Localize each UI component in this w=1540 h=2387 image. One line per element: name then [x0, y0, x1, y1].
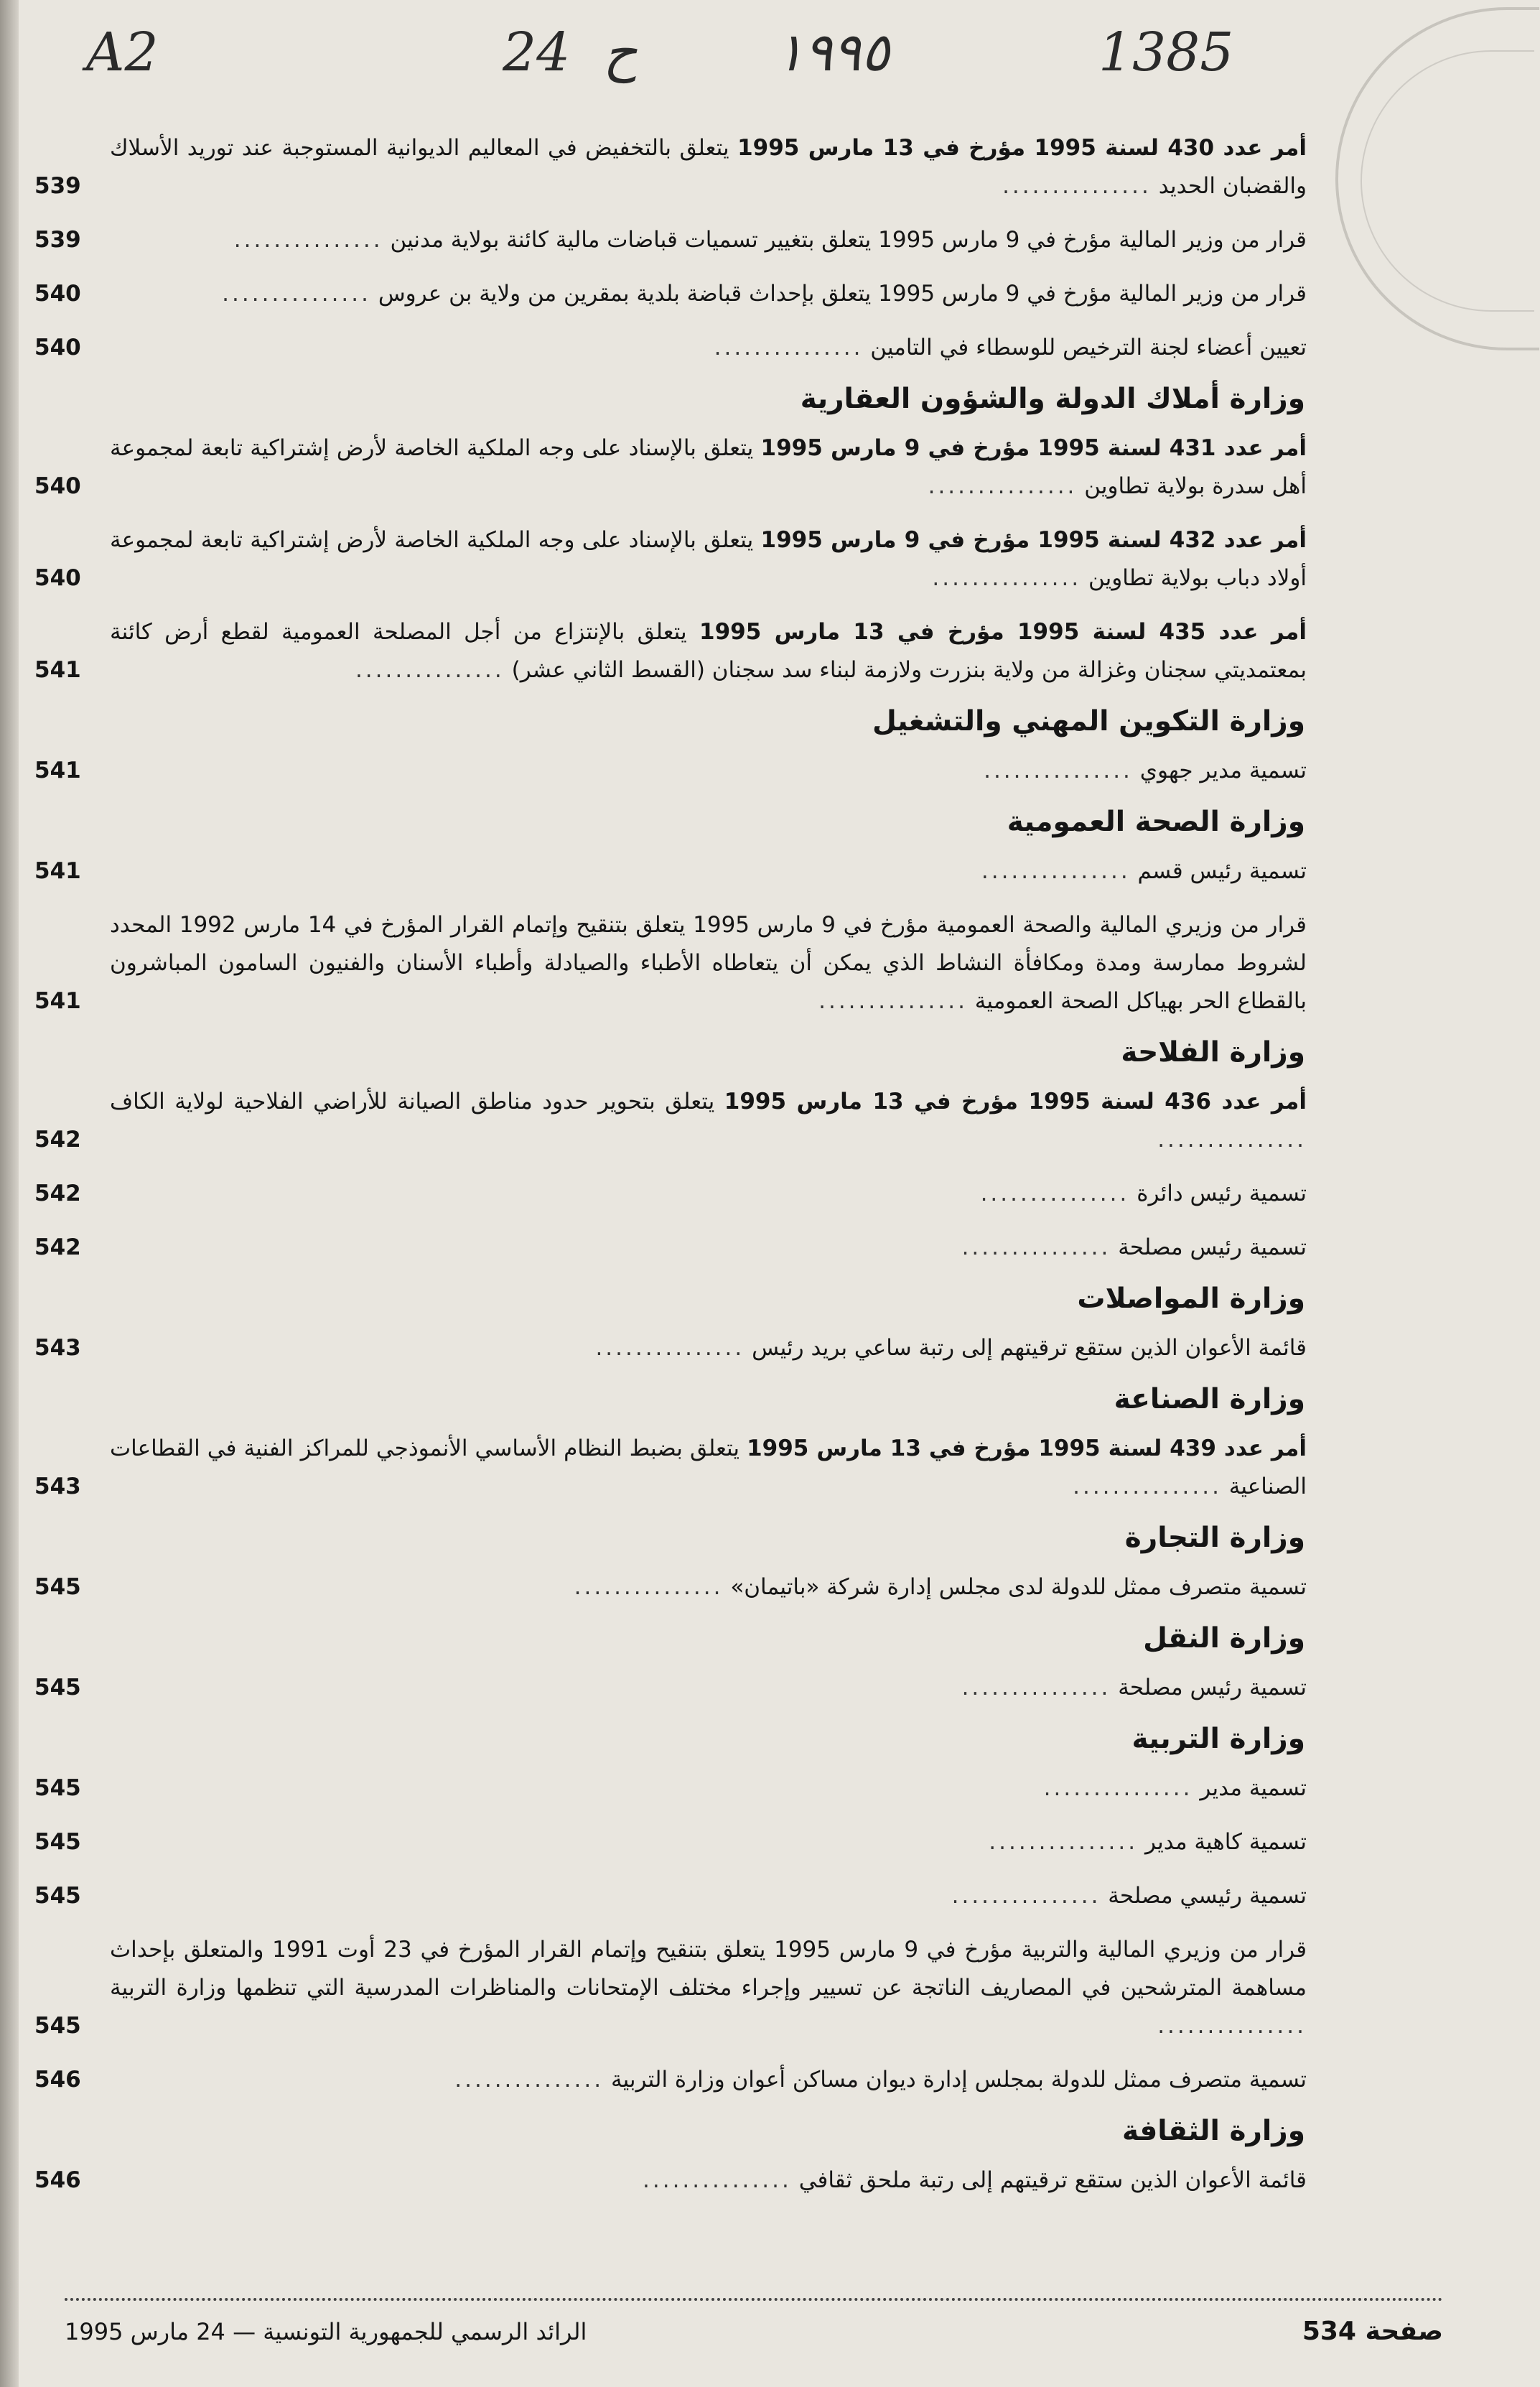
- table-of-contents: [29, 129, 1307, 2215]
- leader-dots: ...............: [1073, 1474, 1222, 1499]
- toc-entry-text: [110, 2061, 1307, 2099]
- toc-page-number: 543: [34, 1474, 81, 1499]
- toc-entry[interactable]: [29, 429, 1307, 506]
- toc-page-number: 541: [34, 758, 81, 783]
- handwritten-note-year: ١٩٩٥: [775, 22, 890, 83]
- toc-entry[interactable]: [29, 1931, 1307, 2045]
- section-title: وزارة الثقافة: [1122, 2115, 1305, 2147]
- toc-entry-text: [110, 852, 1307, 890]
- leader-dots: ...............: [951, 1883, 1101, 1909]
- toc-page-number: 545: [34, 1574, 81, 1600]
- toc-entry-description: تعيين أعضاء لجنة الترخيص للوسطاء في التامين: [870, 335, 1307, 360]
- toc-page-number: 540: [34, 281, 81, 307]
- toc-entry-description: تسمية رئيس مصلحة: [1118, 1234, 1307, 1260]
- toc-entry-description: قرار من وزير المالية مؤرخ في 9 مارس 1995 يتعلق بتغيير تسميات قباضات مالية كائنة بولاية مدنين: [390, 227, 1307, 253]
- toc-entry[interactable]: [29, 1823, 1307, 1861]
- toc-entry-description: يتعلق بالتخفيض في المعاليم الديوانية المستوجبة عند توريد الأسلاك والقضبان الحديد: [110, 135, 1307, 199]
- toc-entry-text: [110, 2162, 1307, 2200]
- leader-dots: ...............: [1157, 1127, 1307, 1153]
- toc-entry-text: [110, 329, 1307, 367]
- toc-entry-text: [110, 1669, 1307, 1707]
- toc-entry[interactable]: [29, 1669, 1307, 1707]
- toc-page-number: 539: [34, 173, 81, 199]
- decree-reference: أمر عدد 432 لسنة 1995 مؤرخ في 9 مارس 1995: [760, 527, 1307, 553]
- toc-entry-description: قائمة الأعوان الذين ستقع ترقيتهم إلى رتبة ملحق ثقافي: [798, 2167, 1307, 2193]
- toc-page-number: 540: [34, 565, 81, 591]
- section-title: وزارة الفلاحة: [1121, 1036, 1305, 1069]
- section-title: وزارة النقل: [1143, 1622, 1305, 1655]
- toc-entry-text: [110, 1430, 1307, 1506]
- handwritten-note-left: A2: [86, 22, 159, 83]
- toc-entry-description: تسمية متصرف ممثل للدولة لدى مجلس إدارة شركة «باتيمان»: [730, 1574, 1307, 1600]
- toc-entry[interactable]: [29, 129, 1307, 205]
- toc-entry[interactable]: [29, 613, 1307, 689]
- leader-dots: ...............: [1157, 2013, 1307, 2039]
- toc-entry[interactable]: [29, 1430, 1307, 1506]
- toc-entry-text: [110, 1083, 1307, 1159]
- toc-page-number: 542: [34, 1181, 81, 1206]
- leader-dots: ...............: [233, 227, 383, 253]
- toc-entry-description: يتعلق بالإسناد على وجه الملكية الخاصة لأرض إشتراكية تابعة لمجموعة أولاد دباب بولاية تطاوين: [110, 527, 1307, 591]
- handwritten-note-letter: ح: [603, 22, 638, 83]
- toc-page-number: 546: [34, 2067, 81, 2093]
- toc-entry[interactable]: [29, 1568, 1307, 1606]
- toc-entry-text: [110, 1931, 1307, 2045]
- leader-dots: ...............: [980, 1181, 1130, 1206]
- leader-dots: ...............: [355, 657, 505, 683]
- footer-caption: الرائد الرسمي للجمهورية التونسية — 24 مارس 1995: [65, 2317, 587, 2345]
- toc-entry-text: [110, 1229, 1307, 1267]
- section-title: وزارة التجارة: [1124, 1522, 1305, 1554]
- toc-entry-description: تسمية رئيس قسم: [1137, 858, 1307, 884]
- toc-page-number: 545: [34, 1829, 81, 1855]
- toc-entry-description: يتعلق بضبط النظام الأساسي الأنموذجي للمراكز الفنية في القطاعات الصناعية: [110, 1436, 1307, 1499]
- section-title: وزارة التكوين المهني والتشغيل: [872, 705, 1305, 737]
- leader-dots: ...............: [1043, 1775, 1193, 1801]
- toc-page-number: 541: [34, 858, 81, 884]
- toc-entry-description: قرار من وزير المالية مؤرخ في 9 مارس 1995 يتعلق بإحداث قباضة بلدية بمقرين من ولاية بن عروس: [378, 281, 1307, 307]
- toc-entry[interactable]: [29, 221, 1307, 259]
- toc-entry-description: تسمية رئيس دائرة: [1137, 1181, 1307, 1206]
- toc-entry-text: [110, 1329, 1307, 1367]
- toc-entry[interactable]: [29, 1229, 1307, 1267]
- toc-entry-text: [110, 1769, 1307, 1807]
- leader-dots: ...............: [984, 758, 1133, 783]
- toc-entry-description: يتعلق بتحوير حدود مناطق الصيانة للأراضي الفلاحية لولاية الكاف: [110, 1089, 715, 1115]
- leader-dots: ...............: [961, 1675, 1111, 1700]
- leader-dots: ...............: [818, 988, 968, 1014]
- toc-page-number: 546: [34, 2167, 81, 2193]
- toc-page-number: 542: [34, 1127, 81, 1153]
- toc-entry-text: [110, 1175, 1307, 1213]
- toc-entry[interactable]: [29, 752, 1307, 790]
- toc-entry[interactable]: [29, 1769, 1307, 1807]
- decree-reference: أمر عدد 439 لسنة 1995 مؤرخ في 13 مارس 1995: [747, 1436, 1307, 1461]
- decree-reference: أمر عدد 436 لسنة 1995 مؤرخ في 13 مارس 1995: [724, 1089, 1307, 1115]
- toc-entry-text: [110, 221, 1307, 259]
- toc-page-number: 540: [34, 335, 81, 360]
- toc-entry-text: [110, 1823, 1307, 1861]
- leader-dots: ...............: [1002, 173, 1152, 199]
- toc-entry[interactable]: [29, 1877, 1307, 1915]
- toc-entry-description: تسمية مدير: [1200, 1775, 1307, 1801]
- toc-page-number: 545: [34, 2013, 81, 2039]
- toc-entry-description: تسمية رئيسي مصلحة: [1108, 1883, 1307, 1909]
- toc-entry-text: [110, 613, 1307, 689]
- leader-dots: ...............: [928, 473, 1078, 499]
- section-title: وزارة أملاك الدولة والشؤون العقارية: [800, 383, 1305, 415]
- toc-page-number: 543: [34, 1335, 81, 1361]
- toc-entry-text: [110, 275, 1307, 313]
- leader-dots: ...............: [222, 281, 371, 307]
- toc-entry[interactable]: [29, 1175, 1307, 1213]
- toc-entry[interactable]: [29, 2061, 1307, 2099]
- section-title: وزارة الصناعة: [1114, 1383, 1305, 1415]
- leader-dots: ...............: [574, 1574, 724, 1600]
- leader-dots: ...............: [454, 2067, 605, 2093]
- toc-page-number: 545: [34, 1675, 81, 1700]
- leader-dots: ...............: [595, 1335, 745, 1361]
- section-title: وزارة الصحة العمومية: [1007, 806, 1305, 838]
- toc-entry-description: يتعلق بالإنتزاع من أجل المصلحة العمومية لقطع أرض كائنة بمعتمديتي سجنان وغزالة من ولاية بنزرت ولازمة لبناء سد سجنان (القسط الثاني عشر): [110, 619, 1307, 683]
- leader-dots: ...............: [643, 2167, 792, 2193]
- toc-entry-description: قائمة الأعوان الذين ستقع ترقيتهم إلى رتبة ساعي بريد رئيس: [752, 1335, 1307, 1361]
- leader-dots: ...............: [714, 335, 864, 360]
- toc-page-number: 542: [34, 1234, 81, 1260]
- toc-entry-text: [110, 429, 1307, 506]
- decree-reference: أمر عدد 431 لسنة 1995 مؤرخ في 9 مارس 1995: [760, 435, 1307, 461]
- toc-page-number: 539: [34, 227, 81, 253]
- toc-page-number: 541: [34, 988, 81, 1014]
- toc-entry[interactable]: [29, 521, 1307, 597]
- toc-entry-text: [110, 1877, 1307, 1915]
- leader-dots: ...............: [932, 565, 1082, 591]
- page-footer: [65, 2298, 1443, 2346]
- toc-entry[interactable]: [29, 2162, 1307, 2200]
- toc-entry[interactable]: [29, 852, 1307, 890]
- toc-entry-text: [110, 521, 1307, 597]
- binding-spine: [0, 0, 19, 2387]
- toc-page-number: 545: [34, 1883, 81, 1909]
- toc-page-number: 541: [34, 657, 81, 683]
- toc-entry[interactable]: [29, 329, 1307, 367]
- footer-page-number: صفحة 534: [1302, 2317, 1443, 2346]
- toc-entry-description: قرار من وزيري المالية والتربية مؤرخ في 9 مارس 1995 يتعلق بتنقيح وإتمام القرار المؤرخ في 23 أوت 1991 والمتعلق بإحداث مساهمة المترشحين في المصاريف الناتجة عن تسيير وإجراء مختلف الإمتحانات والمناظرات المدرسية التي تنظمها وزارة التربية: [110, 1937, 1307, 2001]
- toc-entry-description: تسمية متصرف ممثل للدولة بمجلس إدارة ديوان مساكن أعوان وزارة التربية: [610, 2067, 1307, 2093]
- toc-entry-text: [110, 906, 1307, 1020]
- section-title: وزارة المواصلات: [1077, 1283, 1305, 1315]
- toc-entry[interactable]: [29, 275, 1307, 313]
- leader-dots: ...............: [981, 858, 1131, 884]
- toc-entry-text: [110, 129, 1307, 205]
- decree-reference: أمر عدد 430 لسنة 1995 مؤرخ في 13 مارس 1995: [737, 135, 1307, 161]
- decree-reference: أمر عدد 435 لسنة 1995 مؤرخ في 13 مارس 1995: [699, 619, 1307, 645]
- toc-entry[interactable]: [29, 1329, 1307, 1367]
- toc-entry-description: تسمية كاهية مدير: [1144, 1829, 1307, 1855]
- handwritten-note-day: 24: [503, 22, 571, 83]
- toc-entry-description: يتعلق بالإسناد على وجه الملكية الخاصة لأرض إشتراكية تابعة لمجموعة أهل سدرة بولاية تطاوين: [110, 435, 1307, 499]
- toc-entry-text: [110, 1568, 1307, 1606]
- toc-entry[interactable]: [29, 1083, 1307, 1159]
- section-title: وزارة التربية: [1131, 1723, 1305, 1755]
- toc-entry-description: تسمية رئيس مصلحة: [1118, 1675, 1307, 1700]
- handwritten-note-right: 1385: [1098, 22, 1234, 83]
- toc-page-number: 540: [34, 473, 81, 499]
- toc-entry-text: [110, 752, 1307, 790]
- leader-dots: ...............: [989, 1829, 1139, 1855]
- toc-entry[interactable]: [29, 906, 1307, 1020]
- toc-entry-description: تسمية مدير جهوي: [1139, 758, 1307, 783]
- leader-dots: ...............: [961, 1234, 1111, 1260]
- toc-page-number: 545: [34, 1775, 81, 1801]
- toc-entry-description: قرار من وزيري المالية والصحة العمومية مؤرخ في 9 مارس 1995 يتعلق بتنقيح وإتمام القرار المؤرخ في 14 مارس 1992 المحدد لشروط ممارسة ومدة ومكافأة النشاط الذي يمكن أن يتعاطاه الأطباء والصيادلة وأطباء الأسنان والفنيون السامون المباشرون بالقطاع الحر بهياكل الصحة العمومية: [110, 912, 1307, 1014]
